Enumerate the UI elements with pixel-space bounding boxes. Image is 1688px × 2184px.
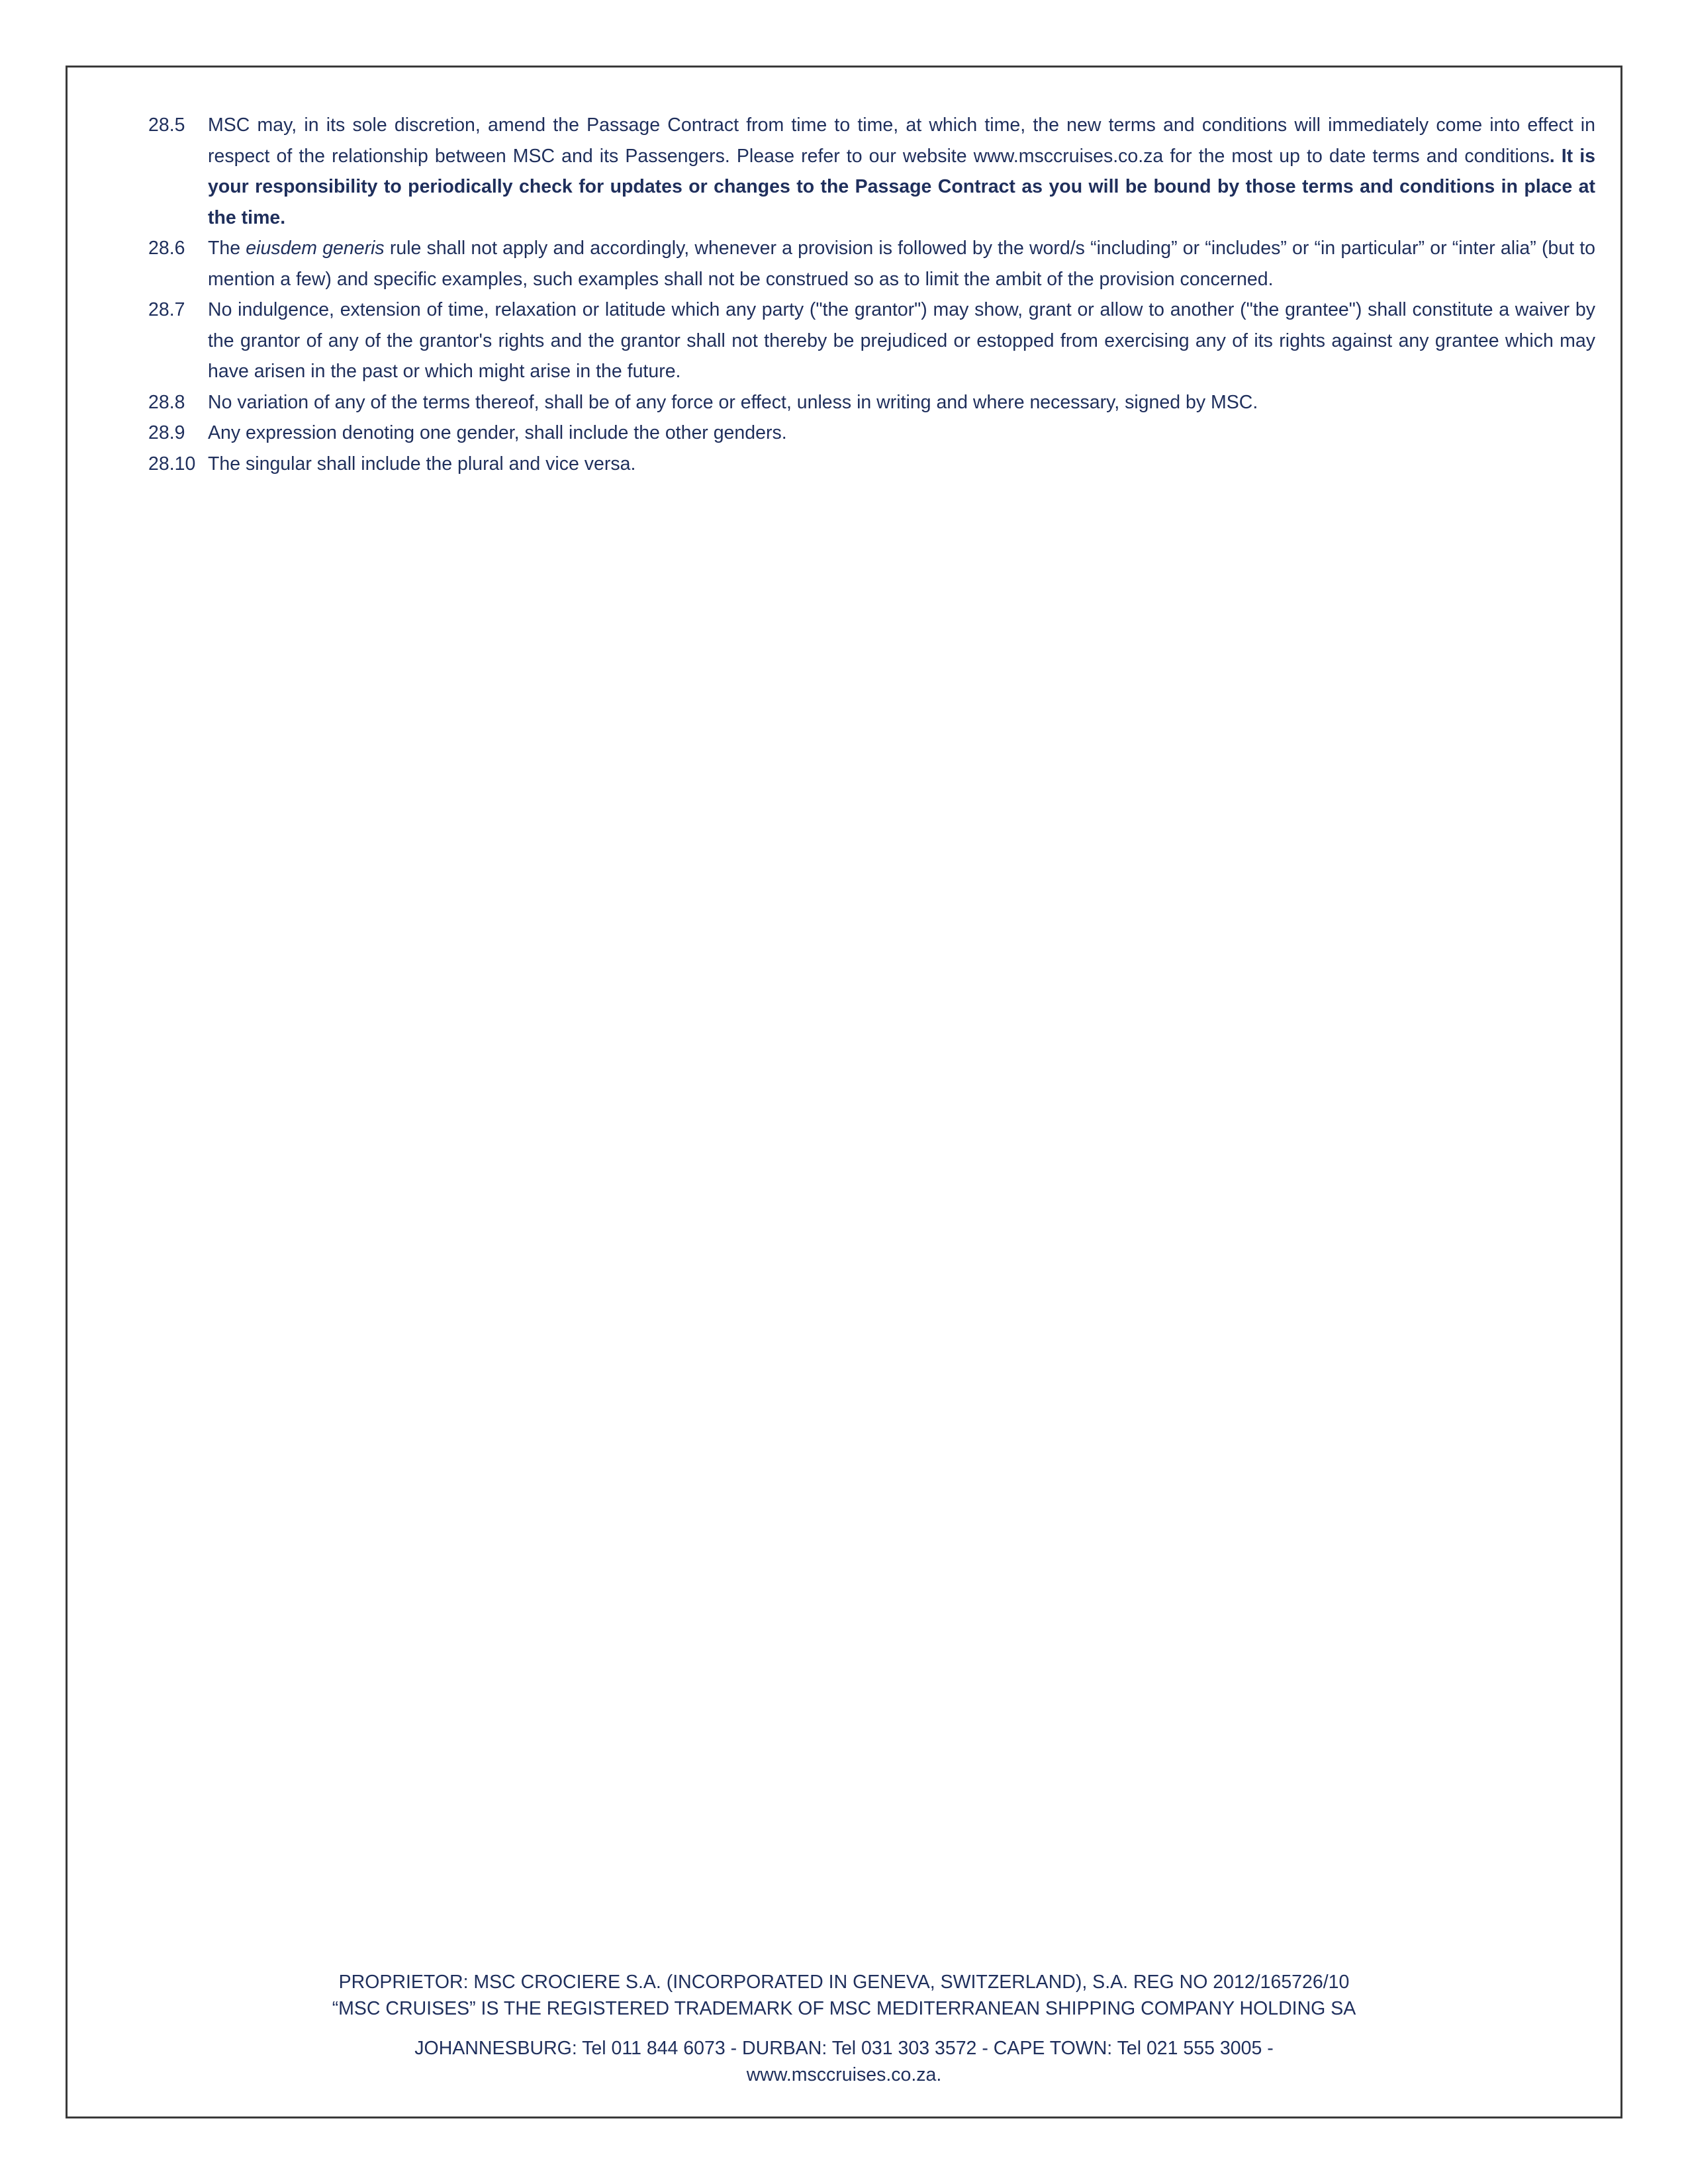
- clause-28-5: [148, 110, 1595, 233]
- clause-text: [208, 233, 1595, 295]
- clause-28-8: [148, 387, 1595, 418]
- clause-text: No indulgence, extension of time, relaxation or latitude which any party ("the grantor") may show, grant or allow to another ("the grantee") shall constitute a waiver by the grantor of any of the grantor's rights and the grantor shall not thereby be prejudiced or estopped from exercising any of its rights against any grantee which may have arisen in the past or which might arise in the future.: [208, 299, 1595, 382]
- footer-line-phones: JOHANNESBURG: Tel 011 844 6073 - DURBAN: Tel 031 303 3572 - CAPE TOWN: Tel 021 555 3005 -: [414, 2038, 1274, 2059]
- clause-number: 28.7: [148, 299, 185, 320]
- clause-text: [208, 110, 1595, 233]
- clause-bold-text: . It is your responsibility to periodically check for updates or changes to the Passage Contract as you will be bound by those terms and conditions in place at the time.: [208, 145, 1595, 228]
- footer-line-proprietor: PROPRIETOR: MSC CROCIERE S.A. (INCORPORATED IN GENEVA, SWITZERLAND), S.A. REG NO 2012/165726/10: [338, 1972, 1350, 1993]
- clause-number: 28.6: [148, 238, 185, 259]
- clause-number: 28.9: [148, 422, 185, 443]
- clause-text: No variation of any of the terms thereof, shall be of any force or effect, unless in writing and where necessary, signed by MSC.: [208, 391, 1258, 413]
- footer-line-website: www.msccruises.co.za.: [746, 2064, 942, 2085]
- clause-list: [148, 110, 1595, 479]
- clause-body: MSC may, in its sole discretion, amend the Passage Contract from time to time, at which time, the new terms and conditions will immediately come into effect in respect of the relationship between MSC and its Passengers. Please refer to our website www.msccruises.co.za for the most up to date terms and conditions: [208, 114, 1595, 167]
- footer-line-trademark: “MSC CRUISES” IS THE REGISTERED TRADEMARK OF MSC MEDITERRANEAN SHIPPING COMPANY HOLDING SA: [332, 1998, 1356, 2019]
- footer-contacts: [66, 2035, 1622, 2088]
- clause-number: 28.10: [148, 453, 196, 475]
- clause-28-7: [148, 295, 1595, 387]
- clause-italic-term: eiusdem generis: [246, 238, 385, 259]
- clause-number: 28.5: [148, 114, 185, 136]
- clause-28-6: [148, 233, 1595, 295]
- clause-body-end: rule shall not apply and accordingly, whenever a provision is followed by the word/s “including” or “includes” or “in particular” or “inter alia” (but to mention a few) and specific examples, such examples shall not be construed so as to limit the ambit of the provision concerned.: [208, 238, 1596, 290]
- clause-body-start: The: [208, 238, 246, 259]
- clause-text: Any expression denoting one gender, shall include the other genders.: [208, 422, 787, 443]
- clause-28-9: [148, 418, 1595, 449]
- clause-text: The singular shall include the plural and vice versa.: [208, 453, 636, 475]
- clause-28-10: [148, 449, 1595, 480]
- clause-number: 28.8: [148, 391, 185, 413]
- footer-proprietor: [66, 1969, 1622, 2022]
